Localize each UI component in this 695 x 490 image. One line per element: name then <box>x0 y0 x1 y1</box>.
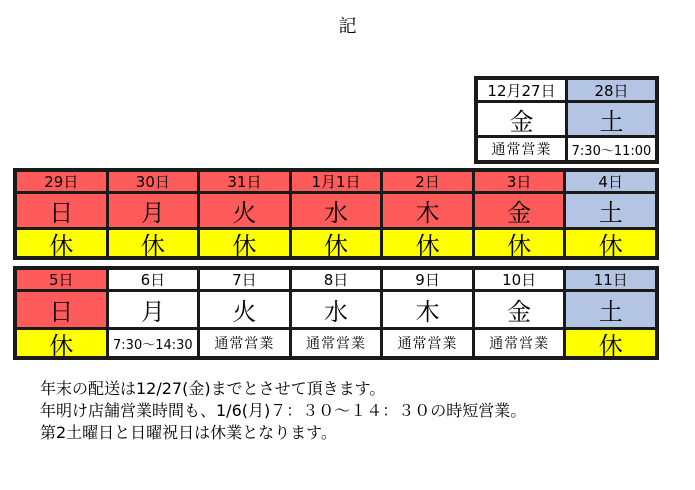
weekday-cell: 月 <box>109 194 198 227</box>
weekday-cell: 火 <box>200 292 289 327</box>
status-cell: 休 <box>383 230 472 256</box>
date-cell: 5日 <box>17 270 106 289</box>
notice-line: 年末の配送は12/27(金)までとさせて頂きます。 <box>40 379 386 398</box>
date-cell: 4日 <box>566 172 655 191</box>
notice-line: 年明け店舗営業時間も、1/6(月)７：３０〜１４：３０の時短営業。 <box>40 401 527 420</box>
calendar-grid <box>17 270 655 356</box>
date-cell: 11日 <box>566 270 655 289</box>
date-cell: 6日 <box>109 270 198 289</box>
calendar-week-2 <box>13 266 659 360</box>
calendar-grid <box>478 80 655 160</box>
status-cell: 休 <box>566 230 655 256</box>
weekday-cell: 金 <box>478 103 565 135</box>
weekday-cell: 日 <box>17 194 106 227</box>
weekday-cell: 金 <box>475 194 564 227</box>
status-cell: 通常営業 <box>475 330 564 356</box>
weekday-cell: 水 <box>292 194 381 227</box>
notice-text <box>40 378 526 444</box>
weekday-cell: 水 <box>292 292 381 327</box>
calendar-dec-27-28 <box>474 76 659 164</box>
status-cell: 7:30〜11:00 <box>568 138 655 160</box>
status-cell: 7:30〜14:30 <box>109 330 198 356</box>
date-cell: 2日 <box>383 172 472 191</box>
date-cell: 3日 <box>475 172 564 191</box>
status-cell: 休 <box>17 330 106 356</box>
notice-line: 第2土曜日と日曜祝日は休業となります。 <box>40 423 337 442</box>
weekday-cell: 火 <box>200 194 289 227</box>
date-cell: 8日 <box>292 270 381 289</box>
status-cell: 通常営業 <box>292 330 381 356</box>
status-cell: 休 <box>566 330 655 356</box>
page-title: 記 <box>338 16 357 37</box>
date-cell: 30日 <box>109 172 198 191</box>
date-cell: 7日 <box>200 270 289 289</box>
date-cell: 29日 <box>17 172 106 191</box>
weekday-cell: 月 <box>109 292 198 327</box>
status-cell: 休 <box>200 230 289 256</box>
weekday-cell: 金 <box>475 292 564 327</box>
date-cell: 1月1日 <box>292 172 381 191</box>
weekday-cell: 日 <box>17 292 106 327</box>
date-cell: 12月27日 <box>478 80 565 100</box>
weekday-cell: 土 <box>568 103 655 135</box>
status-cell: 通常営業 <box>383 330 472 356</box>
date-cell: 10日 <box>475 270 564 289</box>
calendar-week-1 <box>13 168 659 260</box>
status-cell: 休 <box>475 230 564 256</box>
status-cell: 通常営業 <box>200 330 289 356</box>
status-cell: 休 <box>17 230 106 256</box>
weekday-cell: 土 <box>566 194 655 227</box>
status-cell: 通常営業 <box>478 138 565 160</box>
calendar-grid <box>17 172 655 256</box>
status-cell: 休 <box>109 230 198 256</box>
weekday-cell: 木 <box>383 292 472 327</box>
date-cell: 31日 <box>200 172 289 191</box>
weekday-cell: 土 <box>566 292 655 327</box>
status-cell: 休 <box>292 230 381 256</box>
weekday-cell: 木 <box>383 194 472 227</box>
date-cell: 28日 <box>568 80 655 100</box>
date-cell: 9日 <box>383 270 472 289</box>
